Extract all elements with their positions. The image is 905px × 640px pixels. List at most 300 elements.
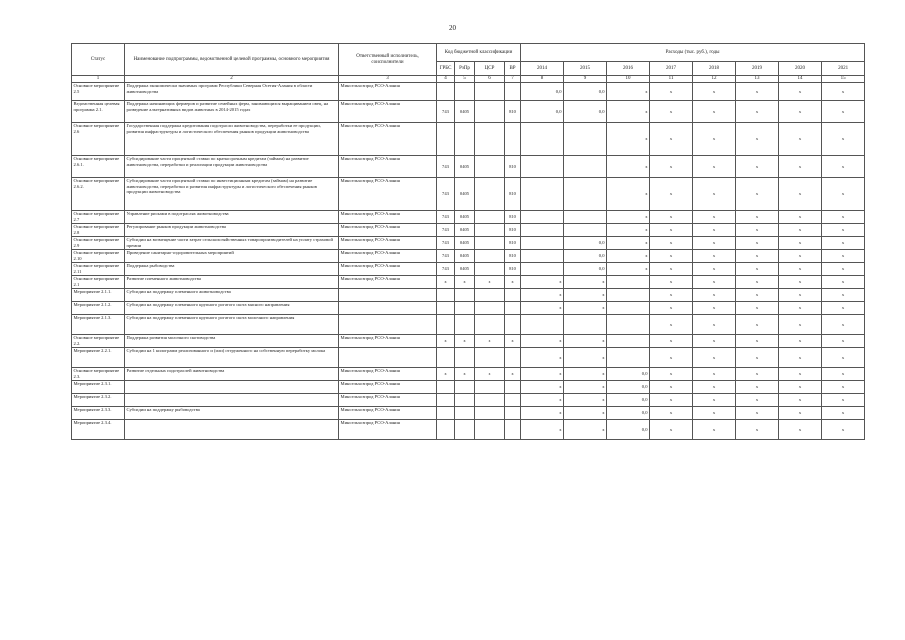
row-vr: х	[505, 276, 521, 289]
row-executor: Минсельхозпрод РСО-Алания	[339, 420, 437, 440]
row-name: Поддержка рыбоводства	[125, 263, 339, 276]
row-csr	[475, 407, 505, 420]
row-status: Основное мероприятие 2.2.	[72, 335, 125, 348]
row-rzpr: 0405	[455, 237, 475, 250]
row-value-2019: х	[736, 289, 779, 302]
row-value-2014: х	[521, 394, 564, 407]
row-name: Проведение санитарно-оздоровительных мероприятий	[125, 250, 339, 263]
row-value-2021: х	[822, 302, 865, 315]
row-value-2018: х	[693, 315, 736, 335]
row-value-2015: х	[564, 394, 607, 407]
row-vr	[505, 83, 521, 101]
row-value-2016: х	[607, 156, 650, 178]
row-value-2018: х	[693, 211, 736, 224]
row-value-2021: х	[822, 156, 865, 178]
row-value-2015: 0,0	[564, 101, 607, 123]
row-value-2016: х	[607, 123, 650, 156]
row-name: Субсидирование части процентной ставки по краткосрочным кредитам (займам) на развитие животноводства, переработки и реализации продукции животноводства	[125, 156, 339, 178]
row-csr	[475, 224, 505, 237]
row-value-2018: х	[693, 178, 736, 211]
row-csr	[475, 237, 505, 250]
row-value-2019: х	[736, 123, 779, 156]
table-row	[72, 420, 865, 440]
row-rzpr	[455, 123, 475, 156]
row-value-2020: х	[779, 289, 822, 302]
row-value-2018: х	[693, 289, 736, 302]
row-value-2015: х	[564, 302, 607, 315]
row-value-2015: 0,0	[564, 250, 607, 263]
row-value-2019: х	[736, 381, 779, 394]
row-value-2016: 0,0	[607, 394, 650, 407]
row-grbs: х	[437, 368, 455, 381]
row-name: Субсидирование части процентной ставки по инвестиционным кредитам (займам) на развитие животноводства, переработки и развития инфраструктуры и логистического обеспечения рынков продукции животноводства	[125, 178, 339, 211]
row-value-2017: х	[650, 381, 693, 394]
row-csr: х	[475, 368, 505, 381]
row-csr	[475, 250, 505, 263]
column-number: 11	[650, 76, 693, 83]
row-value-2018: х	[693, 263, 736, 276]
row-rzpr: 0405	[455, 224, 475, 237]
row-executor: Минсельхозпрод РСО-Алания	[339, 123, 437, 156]
row-vr: 810	[505, 156, 521, 178]
row-grbs	[437, 420, 455, 440]
table-row	[72, 211, 865, 224]
row-name: Поддержка начинающих фермеров и развитие семейных ферм, занимающихся выращиванием овец, на разведение альтернативных видов животных в 2014-2015 годах	[125, 101, 339, 123]
column-number: 7	[505, 76, 521, 83]
budget-table	[71, 43, 865, 440]
row-name: Поддержка экономически значимых программ Республики Северная Осетия-Алания в области животноводства	[125, 83, 339, 101]
row-executor: Минсельхозпрод РСО-Алания	[339, 237, 437, 250]
row-vr	[505, 407, 521, 420]
row-value-2020: х	[779, 83, 822, 101]
row-rzpr	[455, 420, 475, 440]
row-name: Субсидии на поддержку рыбоводства	[125, 407, 339, 420]
row-value-2018: х	[693, 420, 736, 440]
row-vr: 810	[505, 237, 521, 250]
row-value-2016: 0,0	[607, 368, 650, 381]
row-name: Государственная поддержка кредитования подотрасли животноводства, переработки ее продукции, развития инфраструктуры и логистического обеспечения рынков продукции животноводства	[125, 123, 339, 156]
row-value-2016	[607, 315, 650, 335]
row-rzpr	[455, 381, 475, 394]
row-csr	[475, 211, 505, 224]
row-value-2019: х	[736, 368, 779, 381]
table-row	[72, 237, 865, 250]
header-budget-code: Код бюджетной классификации	[437, 44, 521, 62]
row-value-2014: 0,0	[521, 83, 564, 101]
row-vr	[505, 315, 521, 335]
row-value-2019: х	[736, 348, 779, 368]
header-executor: Ответственный исполнитель, соисполнители	[339, 44, 437, 76]
row-value-2020: х	[779, 156, 822, 178]
row-value-2014	[521, 224, 564, 237]
row-value-2016: х	[607, 237, 650, 250]
row-name: Субсидии на поддержку племенного крупного рогатого скота мясного направления	[125, 302, 339, 315]
row-value-2018: х	[693, 407, 736, 420]
row-status: Мероприятие 2.1.2.	[72, 302, 125, 315]
row-vr	[505, 394, 521, 407]
row-vr	[505, 348, 521, 368]
table-row	[72, 156, 865, 178]
column-number: 8	[521, 76, 564, 83]
row-value-2021: х	[822, 224, 865, 237]
row-status: Основное мероприятие 2.7	[72, 211, 125, 224]
table-row	[72, 335, 865, 348]
row-csr: х	[475, 276, 505, 289]
row-value-2019: х	[736, 335, 779, 348]
row-value-2020: х	[779, 368, 822, 381]
row-status: Мероприятие 2.3.2.	[72, 394, 125, 407]
row-grbs: 743	[437, 250, 455, 263]
row-executor: Минсельхозпрод РСО-Алания	[339, 83, 437, 101]
row-value-2014: х	[521, 368, 564, 381]
row-csr	[475, 123, 505, 156]
row-csr	[475, 83, 505, 101]
row-value-2015: х	[564, 348, 607, 368]
row-value-2020: х	[779, 123, 822, 156]
row-grbs: 743	[437, 211, 455, 224]
row-value-2018: х	[693, 101, 736, 123]
row-grbs	[437, 289, 455, 302]
row-grbs	[437, 407, 455, 420]
row-name	[125, 394, 339, 407]
row-vr: 810	[505, 224, 521, 237]
row-value-2018: х	[693, 156, 736, 178]
row-value-2016: 0,0	[607, 407, 650, 420]
row-rzpr: 0405	[455, 178, 475, 211]
row-rzpr: 0405	[455, 156, 475, 178]
row-grbs: 743	[437, 101, 455, 123]
row-csr	[475, 381, 505, 394]
row-value-2020: х	[779, 315, 822, 335]
row-executor: Минсельхозпрод РСО-Алания	[339, 156, 437, 178]
row-vr: х	[505, 368, 521, 381]
row-csr	[475, 420, 505, 440]
row-value-2014	[521, 263, 564, 276]
row-value-2017: х	[650, 335, 693, 348]
row-value-2014	[521, 211, 564, 224]
row-value-2019: х	[736, 237, 779, 250]
row-value-2016: х	[607, 250, 650, 263]
row-value-2017: х	[650, 178, 693, 211]
row-executor	[339, 348, 437, 368]
row-status: Мероприятие 2.3.4.	[72, 420, 125, 440]
row-rzpr: х	[455, 335, 475, 348]
row-value-2021: х	[822, 315, 865, 335]
row-value-2017: х	[650, 263, 693, 276]
row-value-2019: х	[736, 420, 779, 440]
table-row	[72, 250, 865, 263]
column-numbers-row	[72, 76, 865, 83]
row-rzpr	[455, 348, 475, 368]
row-value-2017: х	[650, 420, 693, 440]
row-value-2017: х	[650, 224, 693, 237]
table-row	[72, 381, 865, 394]
row-value-2017: х	[650, 407, 693, 420]
row-value-2014: х	[521, 289, 564, 302]
row-value-2020: х	[779, 250, 822, 263]
row-status: Ведомственная целевая программа 2.1.	[72, 101, 125, 123]
table-row	[72, 123, 865, 156]
row-rzpr: 0405	[455, 101, 475, 123]
row-vr	[505, 420, 521, 440]
row-value-2021: х	[822, 211, 865, 224]
row-value-2019: х	[736, 394, 779, 407]
row-value-2020: х	[779, 276, 822, 289]
row-vr: 810	[505, 250, 521, 263]
row-rzpr: 0405	[455, 250, 475, 263]
header-year-2: 2016	[607, 62, 650, 76]
row-value-2014	[521, 123, 564, 156]
column-number: 3	[339, 76, 437, 83]
row-value-2015: х	[564, 335, 607, 348]
row-status: Основное мероприятие 2.11	[72, 263, 125, 276]
row-csr: х	[475, 335, 505, 348]
row-value-2019: х	[736, 315, 779, 335]
row-value-2021: х	[822, 407, 865, 420]
row-value-2016: х	[607, 263, 650, 276]
row-vr	[505, 302, 521, 315]
row-value-2015: х	[564, 420, 607, 440]
row-value-2019: х	[736, 250, 779, 263]
row-value-2020: х	[779, 407, 822, 420]
row-value-2016	[607, 289, 650, 302]
column-number: 2	[125, 76, 339, 83]
row-vr: 810	[505, 263, 521, 276]
row-csr	[475, 302, 505, 315]
header-year-6: 2020	[779, 62, 822, 76]
row-rzpr	[455, 315, 475, 335]
row-value-2017: х	[650, 302, 693, 315]
table-row	[72, 394, 865, 407]
row-value-2020: х	[779, 420, 822, 440]
row-value-2014: 0,0	[521, 101, 564, 123]
row-value-2020: х	[779, 381, 822, 394]
row-value-2018: х	[693, 394, 736, 407]
row-value-2016: х	[607, 224, 650, 237]
table-row	[72, 263, 865, 276]
row-value-2015	[564, 178, 607, 211]
row-value-2016	[607, 276, 650, 289]
row-name: Субсидии на поддержку племенного животноводства	[125, 289, 339, 302]
row-grbs: х	[437, 335, 455, 348]
header-year-5: 2019	[736, 62, 779, 76]
row-status: Основное мероприятие 2.6	[72, 123, 125, 156]
row-value-2020: х	[779, 211, 822, 224]
row-value-2015	[564, 156, 607, 178]
row-name: Управление рисками в подотраслях животноводства	[125, 211, 339, 224]
row-value-2021: х	[822, 420, 865, 440]
row-value-2020: х	[779, 178, 822, 211]
row-grbs: х	[437, 276, 455, 289]
table-row	[72, 315, 865, 335]
table-row	[72, 407, 865, 420]
row-value-2019: х	[736, 224, 779, 237]
row-value-2021: х	[822, 83, 865, 101]
row-status: Мероприятие 2.3.3.	[72, 407, 125, 420]
row-value-2017: х	[650, 83, 693, 101]
row-value-2019: х	[736, 407, 779, 420]
row-value-2015	[564, 123, 607, 156]
row-value-2017: х	[650, 156, 693, 178]
row-value-2021: х	[822, 381, 865, 394]
row-executor: Минсельхозпрод РСО-Алания	[339, 178, 437, 211]
row-vr	[505, 123, 521, 156]
row-grbs	[437, 348, 455, 368]
row-csr	[475, 348, 505, 368]
row-value-2017: х	[650, 211, 693, 224]
row-value-2017: х	[650, 276, 693, 289]
column-number: 15	[822, 76, 865, 83]
row-value-2021: х	[822, 289, 865, 302]
row-executor: Минсельхозпрод РСО-Алания	[339, 101, 437, 123]
column-number: 9	[564, 76, 607, 83]
row-value-2021: х	[822, 263, 865, 276]
row-value-2014	[521, 178, 564, 211]
row-value-2021: х	[822, 348, 865, 368]
row-rzpr	[455, 83, 475, 101]
row-status: Основное мероприятие 2.3.	[72, 368, 125, 381]
column-number: 6	[475, 76, 505, 83]
row-value-2021: х	[822, 123, 865, 156]
row-value-2015: 0,0	[564, 83, 607, 101]
row-executor: Минсельхозпрод РСО-Алания	[339, 381, 437, 394]
row-vr: 810	[505, 178, 521, 211]
header-code-0: ГРБС	[437, 62, 455, 76]
row-value-2017: х	[650, 289, 693, 302]
header-year-1: 2015	[564, 62, 607, 76]
row-value-2020: х	[779, 263, 822, 276]
header-expenses: Расходы (тыс. руб.), годы	[521, 44, 865, 62]
row-value-2021: х	[822, 394, 865, 407]
row-value-2014: х	[521, 420, 564, 440]
row-value-2014	[521, 250, 564, 263]
table-row	[72, 101, 865, 123]
row-value-2019: х	[736, 302, 779, 315]
table-row	[72, 83, 865, 101]
row-grbs: 743	[437, 156, 455, 178]
row-grbs: 743	[437, 178, 455, 211]
row-value-2015: х	[564, 289, 607, 302]
row-value-2016	[607, 335, 650, 348]
row-value-2014	[521, 237, 564, 250]
row-name: Поддержка развития молочного скотоводства	[125, 335, 339, 348]
row-csr	[475, 263, 505, 276]
row-vr	[505, 381, 521, 394]
header-code-3: ВР	[505, 62, 521, 76]
header-year-7: 2021	[822, 62, 865, 76]
row-value-2021: х	[822, 101, 865, 123]
row-value-2016: х	[607, 83, 650, 101]
row-value-2015	[564, 315, 607, 335]
row-status: Основное мероприятие 2.6.1.	[72, 156, 125, 178]
row-grbs: 743	[437, 263, 455, 276]
table-row	[72, 302, 865, 315]
row-value-2017: х	[650, 394, 693, 407]
row-value-2015: х	[564, 276, 607, 289]
row-rzpr: 0405	[455, 263, 475, 276]
row-executor: Минсельхозпрод РСО-Алания	[339, 407, 437, 420]
row-value-2017: х	[650, 250, 693, 263]
row-vr: х	[505, 335, 521, 348]
row-value-2018: х	[693, 381, 736, 394]
row-status: Основное мероприятие 2.8	[72, 224, 125, 237]
row-executor	[339, 302, 437, 315]
row-status: Основное мероприятие 2.5	[72, 83, 125, 101]
table-row	[72, 178, 865, 211]
row-value-2018: х	[693, 123, 736, 156]
row-value-2014: х	[521, 348, 564, 368]
row-value-2014	[521, 315, 564, 335]
header-status: Статус	[72, 44, 125, 76]
row-value-2015: х	[564, 381, 607, 394]
row-value-2020: х	[779, 335, 822, 348]
row-value-2016	[607, 348, 650, 368]
row-csr	[475, 394, 505, 407]
row-value-2016	[607, 302, 650, 315]
row-value-2019: х	[736, 211, 779, 224]
row-value-2021: х	[822, 250, 865, 263]
table-row	[72, 348, 865, 368]
table-row	[72, 276, 865, 289]
row-value-2015	[564, 211, 607, 224]
row-value-2018: х	[693, 302, 736, 315]
row-value-2020: х	[779, 348, 822, 368]
row-grbs: 743	[437, 237, 455, 250]
row-value-2018: х	[693, 335, 736, 348]
row-value-2016: х	[607, 101, 650, 123]
row-value-2015	[564, 224, 607, 237]
row-status: Мероприятие 2.1.3.	[72, 315, 125, 335]
row-csr	[475, 101, 505, 123]
row-value-2017: х	[650, 315, 693, 335]
row-csr	[475, 178, 505, 211]
row-value-2015: х	[564, 407, 607, 420]
row-rzpr: 0405	[455, 211, 475, 224]
row-value-2016: 0,0	[607, 420, 650, 440]
row-status: Мероприятие 2.3.1.	[72, 381, 125, 394]
row-value-2015: х	[564, 368, 607, 381]
row-name: Развитие племенного животноводства	[125, 276, 339, 289]
row-csr	[475, 315, 505, 335]
row-name	[125, 420, 339, 440]
row-grbs	[437, 302, 455, 315]
row-grbs	[437, 123, 455, 156]
row-rzpr: х	[455, 276, 475, 289]
row-value-2020: х	[779, 237, 822, 250]
table-row	[72, 368, 865, 381]
row-grbs	[437, 315, 455, 335]
row-value-2016: х	[607, 211, 650, 224]
row-executor: Минсельхозпрод РСО-Алания	[339, 335, 437, 348]
header-name: Наименование подпрограммы, ведомственной целевой программы, основного мероприятия	[125, 44, 339, 76]
row-name: Развитие отдельных подотраслей животноводства	[125, 368, 339, 381]
row-value-2014: х	[521, 407, 564, 420]
row-value-2014: х	[521, 335, 564, 348]
row-value-2021: х	[822, 335, 865, 348]
row-value-2014: х	[521, 302, 564, 315]
header-year-4: 2018	[693, 62, 736, 76]
row-value-2019: х	[736, 83, 779, 101]
row-status: Основное мероприятие 2.9	[72, 237, 125, 250]
row-executor: Минсельхозпрод РСО-Алания	[339, 368, 437, 381]
column-number: 10	[607, 76, 650, 83]
row-executor: Минсельхозпрод РСО-Алания	[339, 276, 437, 289]
row-grbs	[437, 83, 455, 101]
row-value-2015: 0,0	[564, 237, 607, 250]
row-name: Субсидии на поддержку племенного крупного рогатого скота молочного направления	[125, 315, 339, 335]
row-value-2016: 0,0	[607, 381, 650, 394]
row-name	[125, 381, 339, 394]
